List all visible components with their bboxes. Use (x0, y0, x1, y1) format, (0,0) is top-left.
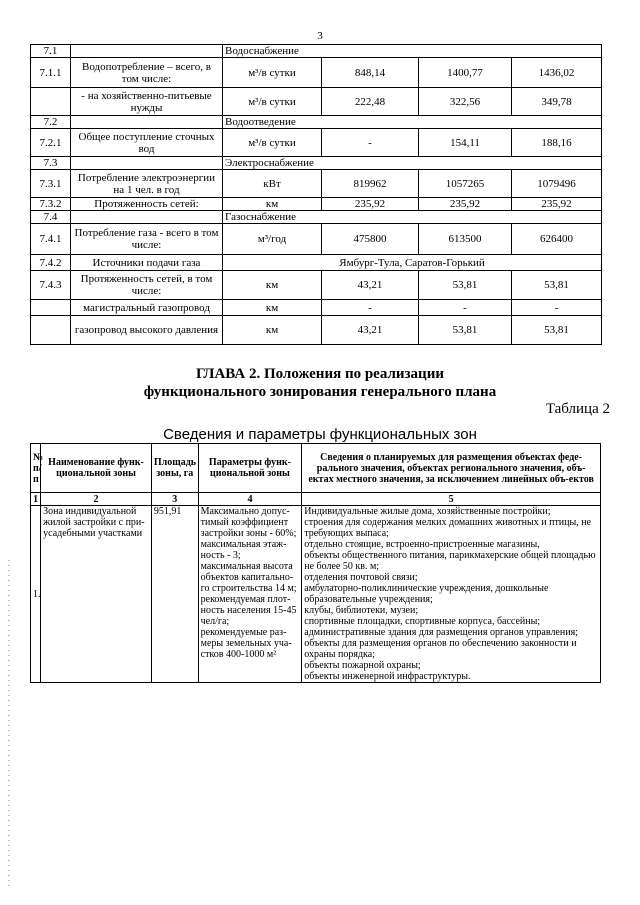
section-title: Водоснабжение (223, 45, 602, 58)
value-first-stage: 53,81 (419, 316, 512, 345)
value-first-stage: 1400,77 (419, 58, 512, 88)
row-number (31, 316, 71, 345)
table2-caption: Сведения и параметры функциональных зон (163, 426, 477, 443)
section-row (31, 45, 602, 58)
section-title: Газоснабжение (223, 211, 602, 224)
column-number: 5 (302, 493, 601, 506)
indicator-name: газопровод высокого давления (71, 316, 223, 345)
unit: км (223, 271, 322, 300)
indicator-name: Потребление электроэнергии на 1 чел. в год (71, 170, 223, 198)
parameter-line: максимальная высота объектов капитально-го строительства 14 м; (200, 561, 297, 594)
empty-cell (71, 211, 223, 224)
value-estimated: 188,16 (512, 129, 602, 157)
value-current: 235,92 (322, 198, 419, 211)
value-first-stage: 322,56 (419, 88, 512, 116)
zone-number: 1. (31, 506, 41, 683)
indicator-value: Ямбург-Тула, Саратов-Горький (223, 255, 602, 271)
unit: км (223, 300, 322, 316)
value-estimated: 53,81 (512, 316, 602, 345)
header-objects: Сведения о планируемых для размещения объектах феде-рального значения, объектах регионального значения, объ-ектах местного значения, за исключением линейных объ-ектов (302, 444, 601, 493)
column-number: 4 (198, 493, 302, 506)
indicator-row (31, 255, 602, 271)
table2-header-row (31, 444, 601, 493)
indicator-row (31, 58, 602, 88)
section-title: Электроснабжение (223, 157, 602, 170)
value-first-stage: - (419, 300, 512, 316)
object-line: амбулаторно-поликлинические учреждения, дошкольные образовательные учреждения; (304, 583, 549, 605)
empty-cell (71, 157, 223, 170)
value-estimated: - (512, 300, 602, 316)
row-number: 7.4.3 (31, 271, 71, 300)
value-current: 848,14 (322, 58, 419, 88)
indicator-name: - на хозяйственно-питьевые нужды (71, 88, 223, 116)
section-row (31, 211, 602, 224)
row-number: 7.1 (31, 45, 71, 58)
object-line: объекты для размещения органов по обеспечению законности и охраны порядка; (304, 638, 577, 660)
row-number: 7.2 (31, 116, 71, 129)
object-line: спортивные площадки, спортивные корпуса, бассейны; (304, 616, 541, 627)
row-number: 7.1.1 (31, 58, 71, 88)
object-line: административные здания для размещения органов управления; (304, 627, 578, 638)
zones-table (30, 443, 601, 683)
row-number: 7.4 (31, 211, 71, 224)
indicator-name: Источники подачи газа (71, 255, 223, 271)
value-first-stage: 1057265 (419, 170, 512, 198)
object-line: объекты общественного питания, парикмахерские общей площадью не более 50 кв. м; (304, 550, 596, 572)
indicator-name: Потребление газа - всего в том числе: (71, 224, 223, 255)
indicator-row (31, 224, 602, 255)
zone-objects (302, 506, 601, 683)
column-number: 2 (41, 493, 152, 506)
unit: м³/год (223, 224, 322, 255)
parameter-line: рекомендуемые раз-меры земельных уча-стков 400-1000 м² (200, 627, 292, 660)
row-number: 7.2.1 (31, 129, 71, 157)
object-line: Индивидуальные жилые дома, хозяйственные постройки; (304, 506, 551, 517)
scan-artifact-dots (8, 560, 10, 890)
value-estimated: 53,81 (512, 271, 602, 300)
object-line: клубы, библиотеки, музеи; (304, 605, 419, 616)
value-current: 43,21 (322, 316, 419, 345)
zone-name: Зона индивидуальной жилой застройки с при-усадебными участками (41, 506, 152, 683)
indicator-row (31, 271, 602, 300)
indicator-row (31, 316, 602, 345)
empty-cell (71, 45, 223, 58)
section-row (31, 157, 602, 170)
value-current: - (322, 129, 419, 157)
value-estimated: 349,78 (512, 88, 602, 116)
column-number-row (31, 493, 601, 506)
value-first-stage: 53,81 (419, 271, 512, 300)
value-estimated: 1436,02 (512, 58, 602, 88)
object-line: объекты пожарной охраны; (304, 660, 421, 671)
zone-parameters (198, 506, 302, 683)
zone-area: 951,91 (151, 506, 198, 683)
row-number: 7.3.2 (31, 198, 71, 211)
unit: км (223, 316, 322, 345)
value-first-stage: 613500 (419, 224, 512, 255)
header-area: Площадь зоны, га (151, 444, 198, 493)
zone-row (31, 506, 601, 683)
indicator-name: Протяженность сетей: (71, 198, 223, 211)
indicator-row (31, 88, 602, 116)
unit: км (223, 198, 322, 211)
indicator-row (31, 198, 602, 211)
unit: м³/в сутки (223, 58, 322, 88)
row-number: 7.4.1 (31, 224, 71, 255)
page-number: 3 (317, 30, 323, 42)
indicator-row (31, 129, 602, 157)
column-number: 1 (31, 493, 41, 506)
parameter-line: максимальная этаж-ность - 3; (200, 539, 287, 561)
unit: кВт (223, 170, 322, 198)
empty-cell (71, 116, 223, 129)
section-row (31, 116, 602, 129)
value-estimated: 235,92 (512, 198, 602, 211)
header-num: № п/п (31, 444, 41, 493)
value-current: 819962 (322, 170, 419, 198)
row-number: 7.3.1 (31, 170, 71, 198)
object-line: строения для содержания мелких домашних животных и птицы, не требующих выпаса; (304, 517, 592, 539)
value-estimated: 626400 (512, 224, 602, 255)
object-line: отдельно стоящие, встроенно-пристроенные магазины, (304, 539, 540, 550)
row-number: 7.4.2 (31, 255, 71, 271)
parameter-line: Максимально допус-тимый коэффициент застройки зоны - 60%; (200, 506, 297, 539)
column-number: 3 (151, 493, 198, 506)
value-current: 43,21 (322, 271, 419, 300)
value-first-stage: 235,92 (419, 198, 512, 211)
object-line: объекты инженерной инфраструктуры. (304, 671, 471, 682)
row-number (31, 300, 71, 316)
indicator-row (31, 300, 602, 316)
section-title: Водоотведение (223, 116, 602, 129)
value-estimated: 1079496 (512, 170, 602, 198)
row-number: 7.3 (31, 157, 71, 170)
parameter-line: рекомендуемая плот-ность населения 15-45 чел/га; (200, 594, 297, 627)
row-number (31, 88, 71, 116)
object-line: отделения почтовой связи; (304, 572, 418, 583)
unit: м³/в сутки (223, 88, 322, 116)
indicator-name: Протяженность сетей, в том числе: (71, 271, 223, 300)
indicator-name: Водопотребление – всего, в том числе: (71, 58, 223, 88)
value-current: - (322, 300, 419, 316)
table-number: Таблица 2 (545, 401, 610, 417)
indicator-name: Общее поступление сточных вод (71, 129, 223, 157)
chapter-title-line2: функционального зонирования генерального плана (143, 384, 497, 400)
value-current: 475800 (322, 224, 419, 255)
header-params: Параметры функ-циональной зоны (198, 444, 302, 493)
indicator-name: магистральный газопровод (71, 300, 223, 316)
chapter-title-line1: ГЛАВА 2. Положения по реализации (196, 366, 444, 382)
header-zone-name: Наименование функ-циональной зоны (41, 444, 152, 493)
value-current: 222,48 (322, 88, 419, 116)
indicators-table (30, 44, 602, 345)
value-first-stage: 154,11 (419, 129, 512, 157)
indicator-row (31, 170, 602, 198)
unit: м³/в сутки (223, 129, 322, 157)
